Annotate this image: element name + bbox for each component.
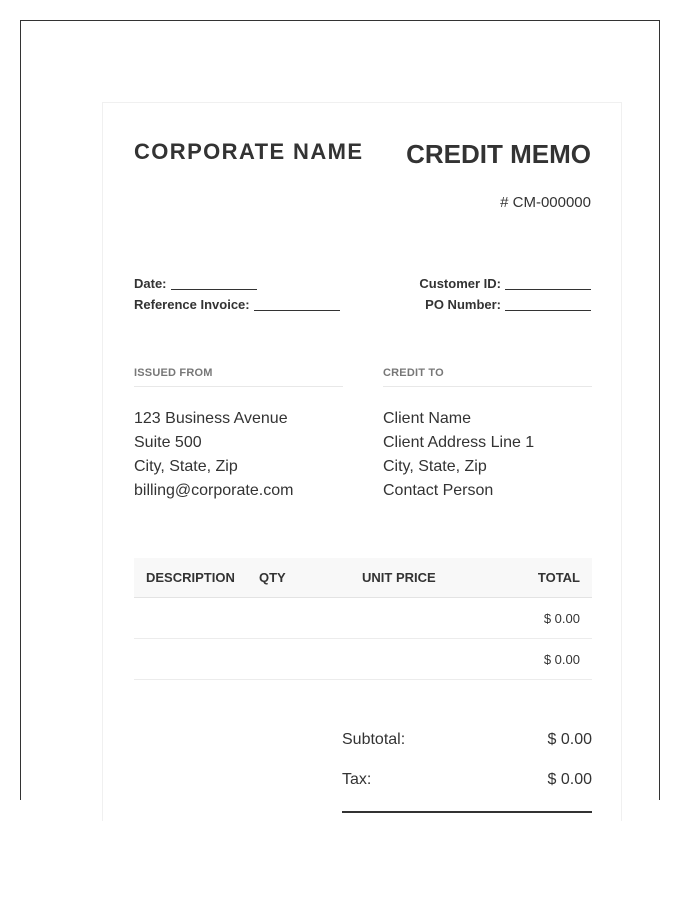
tax-value: $ 0.00: [547, 771, 592, 788]
issued-from-line: City, State, Zip: [134, 458, 238, 475]
tax-label: Tax:: [342, 771, 372, 788]
issued-from-heading: ISSUED FROM: [134, 367, 343, 387]
qty-cell: [247, 639, 350, 680]
credit-to-line: Client Address Line 1: [383, 434, 535, 451]
issued-from-line: 123 Business Avenue: [134, 410, 288, 427]
credit-to-address: [383, 407, 592, 503]
credit-to-line: City, State, Zip: [383, 458, 487, 475]
customer-id-row: [419, 273, 591, 294]
unit-price-cell: [350, 598, 472, 639]
reference-invoice-label: Reference Invoice:: [134, 297, 250, 312]
line-items-table: [134, 558, 592, 680]
po-number-blank-line[interactable]: [505, 297, 591, 311]
po-number-row: [419, 294, 591, 315]
reference-invoice-row: [134, 294, 340, 315]
issued-from-line: Suite 500: [134, 434, 202, 451]
credit-to-heading: CREDIT TO: [383, 367, 592, 387]
date-label: Date:: [134, 276, 167, 291]
total-cell: $ 0.00: [472, 639, 592, 680]
total-cell: $ 0.00: [472, 598, 592, 639]
subtotal-row: [342, 727, 592, 767]
unit-price-cell: [350, 639, 472, 680]
unit-price-column-header: UNIT PRICE: [350, 558, 472, 598]
memo-number: # CM-000000: [500, 194, 591, 211]
credit-memo-document: [102, 102, 622, 821]
credit-to-section: [383, 367, 592, 503]
issued-from-address: [134, 407, 343, 503]
total-column-header: TOTAL: [472, 558, 592, 598]
customer-id-blank-line[interactable]: [505, 276, 591, 290]
po-number-label: PO Number:: [425, 297, 501, 312]
tax-row: [342, 767, 592, 807]
document-title: CREDIT MEMO: [406, 139, 591, 169]
page-frame: [20, 20, 660, 800]
qty-column-header: QTY: [247, 558, 350, 598]
date-blank-line[interactable]: [171, 276, 257, 290]
issued-from-section: [134, 367, 343, 503]
description-cell: [134, 598, 247, 639]
table-row: [134, 598, 592, 639]
meta-right-block: [419, 273, 591, 315]
reference-invoice-blank-line[interactable]: [254, 297, 340, 311]
customer-id-label: Customer ID:: [419, 276, 501, 291]
qty-cell: [247, 598, 350, 639]
credit-to-line: Contact Person: [383, 482, 494, 499]
table-row: [134, 639, 592, 680]
meta-left-block: [134, 273, 340, 315]
totals-divider: [342, 811, 592, 813]
description-cell: [134, 639, 247, 680]
subtotal-label: Subtotal:: [342, 731, 406, 748]
issued-from-email: billing@corporate.com: [134, 482, 294, 499]
table-header-row: [134, 558, 592, 598]
credit-to-line: Client Name: [383, 410, 472, 427]
totals-section: [342, 727, 592, 813]
description-column-header: DESCRIPTION: [134, 558, 247, 598]
subtotal-value: $ 0.00: [547, 731, 592, 748]
date-row: [134, 273, 340, 294]
corporate-name: CORPORATE NAME: [134, 139, 364, 164]
